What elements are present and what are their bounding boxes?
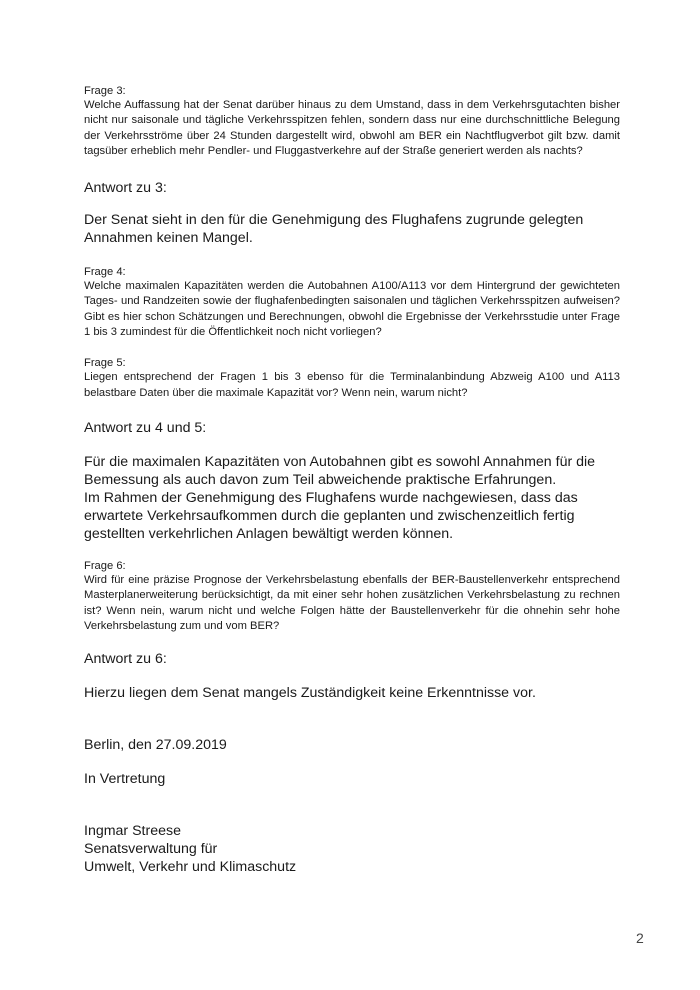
question-5-label: Frage 5:	[84, 357, 126, 370]
answer-4-5-text-2: Im Rahmen der Genehmigung des Flughafens wurde nachgewiesen, dass das erwartete Verkehrsaufkommen durch die geplanten und zwischenzeitlich fertig gestellten verkehrlichen Anlagen bewältigt werden können.	[84, 489, 578, 542]
department-line-2: Umwelt, Verkehr und Klimaschutz	[84, 859, 297, 876]
answer-4-5-heading: Antwort zu 4 und 5:	[84, 419, 207, 436]
answer-3-heading: Antwort zu 3:	[84, 180, 167, 197]
question-6-label: Frage 6:	[84, 559, 126, 572]
answer-4-5-text-1: Für die maximalen Kapazitäten von Autobahnen gibt es sowohl Annahmen für die Bemessung als auch davon zum Teil abweichende praktische Erfahrungen.	[84, 453, 596, 488]
question-3-text: Welche Auffassung hat der Senat darüber hinaus zu dem Umstand, dass in dem Verkehrsgutachten bisher nicht nur saisonale und tägliche Verkehrsspitzen fehlen, sondern dass nur eine durchschnittliche Belegung der Verkehrsströme über 24 Stunden dargestellt wird, obwohl am BER ein Nachtflugverbot gilt bzw. damit tagsüber erheblich mehr Pendler- und Fluggastverkehre auf der Straße generiert werden als nachts?	[84, 99, 620, 157]
answer-6-text: Hierzu liegen dem Senat mangels Zuständigkeit keine Erkenntnisse vor.	[84, 685, 536, 702]
department-line-1: Senatsverwaltung für	[84, 841, 218, 858]
document-page	[84, 84, 620, 876]
answer-6-heading: Antwort zu 6:	[84, 651, 167, 668]
page-number: 2	[636, 930, 644, 946]
question-3-label: Frage 3:	[84, 85, 126, 97]
question-4-label: Frage 4:	[84, 266, 126, 279]
representation-note: In Vertretung	[84, 771, 166, 788]
question-4-text: Welche maximalen Kapazitäten werden die Autobahnen A100/A113 vor dem Hintergrund der gewichteten Tages- und Randzeiten sowie der flughafenbedingten saisonalen und täglichen Verkehrsspitzen aufweisen? Gibt es hier schon Schätzungen und Berechnungen, obwohl die Ergebnisse der Verkehrsstudie unter Frage 1 bis 3 zumindest für die Öffentlichkeit noch nicht vorliegen?	[84, 280, 620, 339]
question-5-text: Liegen entsprechend der Fragen 1 bis 3 ebenso für die Terminalanbindung Abzweig A100 und A113 belastbare Daten über die maximale Kapazität vor? Wenn nein, warum nicht?	[84, 371, 620, 399]
answer-3-text: Der Senat sieht in den für die Genehmigung des Flughafens zugrunde gelegten Annahmen keinen Mangel.	[84, 212, 584, 247]
place-date: Berlin, den 27.09.2019	[84, 737, 227, 754]
question-6-text: Wird für eine präzise Prognose der Verkehrsbelastung ebenfalls der BER-Baustellenverkehr entsprechend Masterplanerweiterung berücksichtigt, da mit einer sehr hohen zusätzlichen Verkehrsbelastung zu rechnen ist? Wenn nein, warum nicht und welche Folgen hätte der Baustellenverkehr für die ohnehin sehr hohe Verkehrsbelastung zum und vom BER?	[84, 573, 620, 632]
signatory-name: Ingmar Streese	[84, 823, 181, 840]
